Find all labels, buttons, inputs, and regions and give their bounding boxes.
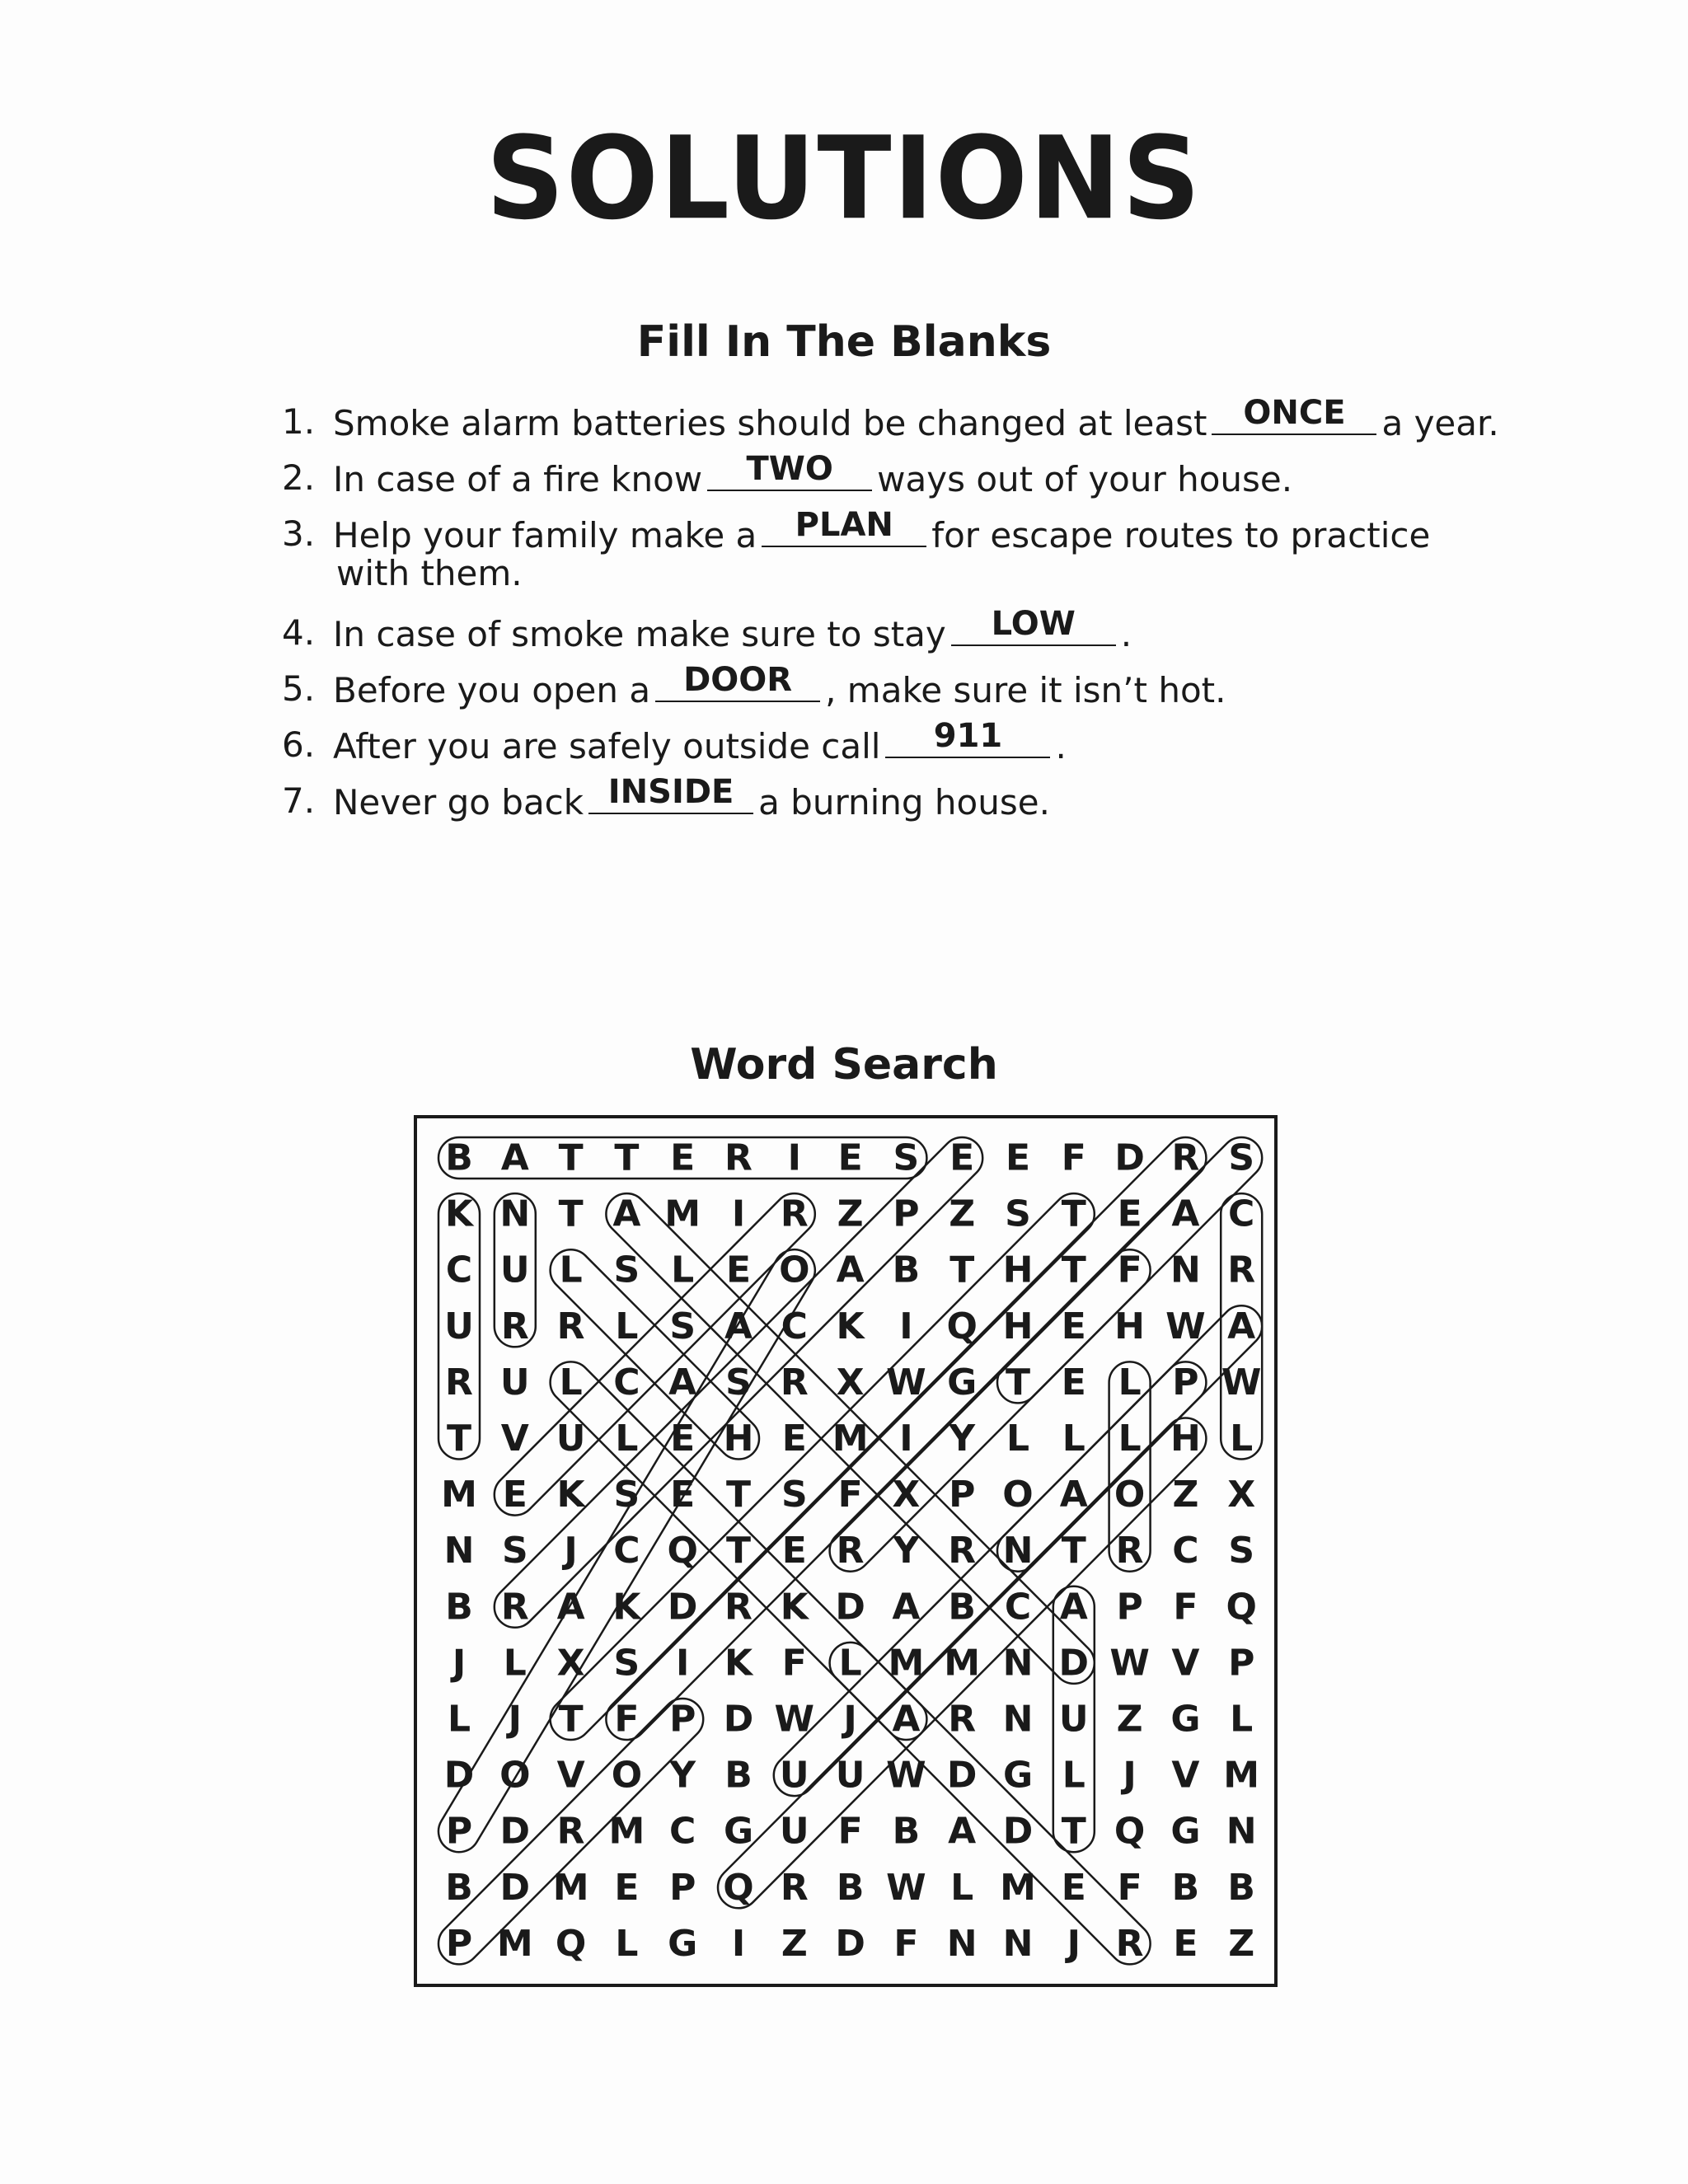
item-text-before: In case of a fire know [333, 459, 703, 499]
grid-letter: H [1002, 1305, 1034, 1347]
grid-letter: F [614, 1698, 640, 1741]
grid-letter: J [564, 1530, 578, 1572]
grid-letter: Z [1116, 1698, 1143, 1741]
grid-letter: N [1002, 1922, 1034, 1965]
grid-letter: R [1115, 1530, 1144, 1572]
grid-letter: Q [1226, 1586, 1257, 1629]
grid-letter: Y [949, 1418, 976, 1460]
answer-blank [885, 717, 1050, 758]
grid-letter: S [893, 1137, 920, 1179]
answer-blank [655, 661, 820, 702]
grid-letter: E [725, 1249, 752, 1291]
grid-letter: L [1230, 1698, 1254, 1741]
grid-letter: O [611, 1754, 643, 1797]
grid-letter: E [670, 1474, 696, 1516]
item-text-after: for escape routes to practice [931, 515, 1431, 555]
grid-letter: W [886, 1361, 926, 1404]
grid-letter: K [556, 1474, 585, 1516]
grid-letter: L [838, 1642, 862, 1685]
grid-letter: O [499, 1754, 531, 1797]
grid-letter: Q [723, 1866, 754, 1909]
grid-letter: B [1171, 1866, 1200, 1909]
grid-letter: F [837, 1474, 863, 1516]
grid-letter: D [499, 1866, 531, 1909]
grid-letter: K [444, 1193, 474, 1235]
fill-in-blank-item [282, 661, 1477, 717]
answer-blank [951, 605, 1116, 646]
grid-letter: J [1123, 1754, 1137, 1797]
grid-letter: D [723, 1698, 754, 1741]
item-number: 1. [282, 401, 316, 442]
grid-letter: L [559, 1249, 583, 1291]
word-search-heading: Word Search [690, 1040, 998, 1090]
grid-letter: E [950, 1137, 975, 1179]
grid-letter: W [774, 1698, 815, 1741]
grid-letter: B [445, 1137, 473, 1179]
grid-letter: L [559, 1361, 583, 1404]
fill-in-blanks-heading: Fill In The Blanks [636, 317, 1052, 367]
grid-letter: L [1062, 1418, 1085, 1460]
grid-letter: B [836, 1866, 865, 1909]
grid-letter: A [836, 1249, 865, 1291]
grid-letter: M [608, 1810, 645, 1853]
grid-letter: L [1230, 1418, 1254, 1460]
grid-letter: U [835, 1754, 865, 1797]
fill-in-blank-item [282, 773, 1477, 829]
fill-in-blanks-list [282, 394, 1499, 829]
grid-letter: R [948, 1698, 977, 1741]
answer-text: PLAN [795, 506, 893, 544]
grid-letter: N [1002, 1642, 1034, 1685]
grid-letter: S [1005, 1193, 1031, 1235]
grid-letter: M [1000, 1866, 1036, 1909]
grid-letter: R [948, 1530, 977, 1572]
grid-letter: H [1002, 1249, 1034, 1291]
grid-letter: I [899, 1418, 913, 1460]
grid-letter: R [556, 1810, 585, 1853]
grid-letter: B [445, 1866, 473, 1909]
grid-letter: M [888, 1642, 925, 1685]
grid-letter: P [1172, 1361, 1199, 1404]
item-text-after: a burning house. [758, 782, 1050, 823]
grid-letter: U [779, 1754, 809, 1797]
item-text-after: a year. [1381, 403, 1499, 443]
grid-letter: L [447, 1698, 471, 1741]
grid-letter: T [558, 1698, 584, 1741]
grid-letter: S [613, 1642, 640, 1685]
grid-letter: E [670, 1137, 696, 1179]
item-text-after: , make sure it isn’t hot. [825, 670, 1226, 710]
item-number: 5. [282, 668, 316, 709]
grid-letter: A [668, 1361, 697, 1404]
grid-letter: E [670, 1418, 696, 1460]
grid-letter: E [1005, 1137, 1031, 1179]
grid-letter: X [556, 1642, 585, 1685]
grid-letter: T [1061, 1193, 1086, 1235]
grid-letter: D [835, 1922, 865, 1965]
found-word-loop [821, 1129, 1270, 1580]
grid-letter: M [496, 1922, 533, 1965]
word-search-grid [414, 1115, 1278, 1987]
grid-letter: T [446, 1418, 472, 1460]
grid-letter: A [724, 1305, 753, 1347]
grid-letter: N [946, 1922, 978, 1965]
grid-letter: M [832, 1418, 869, 1460]
item-text-before: Help your family make a [333, 515, 757, 555]
answer-text: ONCE [1243, 394, 1346, 432]
grid-letter: E [781, 1418, 807, 1460]
page-title: SOLUTIONS [485, 112, 1203, 246]
grid-letter: K [612, 1586, 641, 1629]
item-text-after: . [1055, 726, 1067, 766]
grid-letter: J [508, 1698, 522, 1741]
grid-letter: I [676, 1642, 690, 1685]
grid-letter: S [669, 1305, 696, 1347]
answer-text: INSIDE [607, 773, 734, 811]
grid-letter: R [1115, 1922, 1144, 1965]
grid-letter: F [1117, 1249, 1142, 1291]
answer-text: TWO [746, 450, 833, 488]
grid-letter: T [725, 1530, 752, 1572]
grid-letter: F [837, 1810, 863, 1853]
grid-letter: N [1002, 1698, 1034, 1741]
grid-letter: W [1221, 1361, 1262, 1404]
grid-letter: V [1171, 1754, 1200, 1797]
grid-letter: E [1061, 1361, 1086, 1404]
grid-letter: C [1228, 1193, 1255, 1235]
grid-letter: X [836, 1361, 865, 1404]
grid-letter: P [1116, 1586, 1143, 1629]
grid-letter: K [780, 1586, 809, 1629]
grid-letter: T [725, 1474, 752, 1516]
grid-letter: K [836, 1305, 865, 1347]
grid-letter: O [1002, 1474, 1034, 1516]
grid-letter: B [948, 1586, 976, 1629]
grid-letter: S [1228, 1137, 1255, 1179]
grid-letter: E [781, 1530, 807, 1572]
grid-letter: A [612, 1193, 641, 1235]
grid-letter: N [499, 1193, 531, 1235]
answer-blank [707, 450, 872, 491]
grid-letter: M [664, 1193, 701, 1235]
grid-letter: B [892, 1810, 921, 1853]
grid-letter: I [899, 1305, 913, 1347]
grid-letter: T [1061, 1530, 1086, 1572]
grid-letter: E [1173, 1922, 1198, 1965]
item-number: 3. [282, 513, 316, 554]
fill-in-blank-item [282, 717, 1477, 773]
grid-letter: X [1227, 1474, 1256, 1516]
grid-letter: Q [946, 1305, 978, 1347]
grid-letter: T [1061, 1249, 1086, 1291]
grid-letter: W [1109, 1642, 1150, 1685]
grid-letter: F [1061, 1137, 1086, 1179]
answer-text: DOOR [683, 661, 793, 699]
grid-letter: T [558, 1193, 584, 1235]
grid-letter: D [1114, 1137, 1145, 1179]
grid-letter: A [1059, 1586, 1088, 1629]
grid-letter: L [503, 1642, 527, 1685]
grid-letter: N [1002, 1530, 1034, 1572]
grid-letter: E [1061, 1866, 1086, 1909]
grid-letter: G [1170, 1810, 1201, 1853]
grid-letter: E [837, 1137, 863, 1179]
grid-letter: C [1172, 1530, 1199, 1572]
item-text-after: . [1120, 614, 1132, 654]
grid-letter: S [725, 1361, 752, 1404]
grid-letter: J [843, 1698, 857, 1741]
found-word-loop [821, 1634, 1159, 1973]
grid-letter: I [731, 1193, 746, 1235]
item-text-before: In case of smoke make sure to stay [333, 614, 946, 654]
grid-letter: D [946, 1754, 978, 1797]
grid-letter: L [615, 1305, 639, 1347]
grid-letter: L [950, 1866, 974, 1909]
grid-letter: B [724, 1754, 753, 1797]
item-text-line2: with them. [336, 553, 523, 593]
grid-letter: P [893, 1193, 920, 1235]
grid-letter: E [614, 1866, 640, 1909]
grid-letter: W [886, 1754, 926, 1797]
grid-letter: S [613, 1474, 640, 1516]
grid-letter: C [445, 1249, 473, 1291]
item-text-before: After you are safely outside call [333, 726, 881, 766]
grid-letter: Z [1228, 1922, 1255, 1965]
grid-letter: L [1118, 1418, 1142, 1460]
grid-letter: I [787, 1137, 801, 1179]
grid-letter: A [892, 1586, 921, 1629]
grid-letter: D [499, 1810, 531, 1853]
grid-letter: M [944, 1642, 981, 1685]
grid-letter: Z [1172, 1474, 1199, 1516]
grid-letter: R [780, 1193, 809, 1235]
grid-letter: R [724, 1137, 753, 1179]
grid-letter: W [886, 1866, 926, 1909]
grid-letter: C [1004, 1586, 1032, 1629]
grid-letter: G [668, 1922, 698, 1965]
grid-letter: L [1006, 1418, 1030, 1460]
grid-letter: D [835, 1586, 865, 1629]
grid-letter: B [445, 1586, 473, 1629]
grid-letter: L [671, 1249, 695, 1291]
grid-letter: S [613, 1249, 640, 1291]
grid-letter: Z [949, 1193, 976, 1235]
grid-letter: I [731, 1922, 746, 1965]
grid-letter: U [1058, 1698, 1089, 1741]
grid-letter: B [892, 1249, 921, 1291]
grid-letter: S [501, 1530, 528, 1572]
grid-letter: R [556, 1305, 585, 1347]
grid-letter: D [667, 1586, 698, 1629]
grid-letter: J [452, 1642, 467, 1685]
grid-letter: X [892, 1474, 921, 1516]
grid-letter: A [500, 1137, 529, 1179]
grid-letter: R [445, 1361, 473, 1404]
grid-letter: A [1227, 1305, 1256, 1347]
grid-letter: M [1223, 1754, 1260, 1797]
grid-letter: C [781, 1305, 808, 1347]
grid-letter: E [1061, 1305, 1086, 1347]
grid-letter: A [556, 1586, 585, 1629]
grid-letter: C [613, 1530, 640, 1572]
grid-letter: M [552, 1866, 589, 1909]
grid-letter: L [1062, 1754, 1085, 1797]
grid-letter: T [1061, 1810, 1086, 1853]
grid-letter: Z [781, 1922, 808, 1965]
item-text-before: Never go back [333, 782, 584, 823]
grid-letter: L [1118, 1361, 1142, 1404]
grid-letter: O [779, 1249, 810, 1291]
grid-letter: F [1117, 1866, 1142, 1909]
grid-letter: R [836, 1530, 865, 1572]
item-number: 7. [282, 780, 316, 821]
item-number: 2. [282, 457, 316, 498]
grid-letter: M [441, 1474, 477, 1516]
grid-letter: R [780, 1361, 809, 1404]
grid-letter: G [947, 1361, 978, 1404]
fill-in-blank-item [282, 394, 1499, 450]
fill-in-blank-item [282, 506, 1477, 605]
grid-letter: S [781, 1474, 808, 1516]
grid-letter: D [1002, 1810, 1034, 1853]
item-number: 6. [282, 724, 316, 765]
grid-letter: D [1058, 1642, 1090, 1685]
grid-letter: W [1165, 1305, 1206, 1347]
answer-text: LOW [991, 605, 1076, 643]
grid-letter: V [556, 1754, 585, 1797]
grid-letter: H [723, 1418, 754, 1460]
grid-letter: L [615, 1418, 639, 1460]
grid-letter: Q [555, 1922, 587, 1965]
grid-letter: R [500, 1305, 529, 1347]
grid-letter: R [780, 1866, 809, 1909]
grid-letter: Y [669, 1754, 696, 1797]
item-number: 4. [282, 612, 316, 653]
grid-letter: A [1059, 1474, 1088, 1516]
item-text-before: Smoke alarm batteries should be changed at least [333, 403, 1207, 443]
grid-letters [441, 1137, 1261, 1965]
grid-letter: A [892, 1698, 921, 1741]
grid-letter: Q [667, 1530, 698, 1572]
grid-letter: U [444, 1305, 474, 1347]
grid-letter: R [1171, 1137, 1200, 1179]
answer-text: 911 [933, 717, 1003, 755]
grid-letter: P [1228, 1642, 1255, 1685]
grid-letter: V [1171, 1642, 1200, 1685]
grid-letter: E [502, 1474, 528, 1516]
grid-letter: T [1005, 1361, 1031, 1404]
grid-letter: O [1114, 1474, 1146, 1516]
fill-in-blank-item [282, 605, 1477, 661]
grid-letter: U [556, 1418, 586, 1460]
grid-letter: A [1171, 1193, 1200, 1235]
grid-letter: P [445, 1810, 473, 1853]
grid-letter: A [948, 1810, 977, 1853]
grid-letter: R [500, 1586, 529, 1629]
grid-letter: B [1227, 1866, 1255, 1909]
grid-letter: T [950, 1249, 975, 1291]
grid-letter: J [1067, 1922, 1081, 1965]
grid-letter: H [1170, 1418, 1201, 1460]
grid-letter: P [669, 1866, 696, 1909]
grid-letter: N [1226, 1810, 1257, 1853]
grid-letter: R [1227, 1249, 1256, 1291]
grid-letter: V [500, 1418, 529, 1460]
grid-letter: U [779, 1810, 809, 1853]
fill-in-blank-item [282, 450, 1477, 506]
grid-letter: G [1170, 1698, 1201, 1741]
grid-letter: P [445, 1922, 473, 1965]
grid-letter: G [1002, 1754, 1034, 1797]
grid-letter: Z [837, 1193, 864, 1235]
grid-letter: Q [1114, 1810, 1146, 1853]
grid-letter: P [949, 1474, 976, 1516]
grid-letter: N [1170, 1249, 1201, 1291]
answer-blank [762, 506, 926, 547]
grid-letter: C [669, 1810, 696, 1853]
grid-letter: G [723, 1810, 754, 1853]
grid-letter: T [558, 1137, 584, 1179]
grid-letter: P [669, 1698, 696, 1741]
grid-letter: F [893, 1922, 919, 1965]
grid-letter: N [443, 1530, 475, 1572]
item-text-before: Before you open a [333, 670, 651, 710]
grid-letter: S [1228, 1530, 1255, 1572]
grid-letter: E [1117, 1193, 1142, 1235]
grid-letter: F [1173, 1586, 1198, 1629]
answer-blank [1212, 394, 1376, 435]
grid-letter: F [781, 1642, 807, 1685]
grid-letter: U [499, 1361, 530, 1404]
answer-blank [588, 773, 753, 814]
grid-letter: T [614, 1137, 640, 1179]
grid-letter: C [613, 1361, 640, 1404]
grid-letter: Y [893, 1530, 920, 1572]
grid-letter: U [499, 1249, 530, 1291]
item-text-after: ways out of your house. [877, 459, 1293, 499]
grid-letter: H [1114, 1305, 1146, 1347]
grid-letter: R [724, 1586, 753, 1629]
grid-letter: L [615, 1922, 639, 1965]
grid-letter: K [724, 1642, 753, 1685]
grid-letter: D [443, 1754, 475, 1797]
